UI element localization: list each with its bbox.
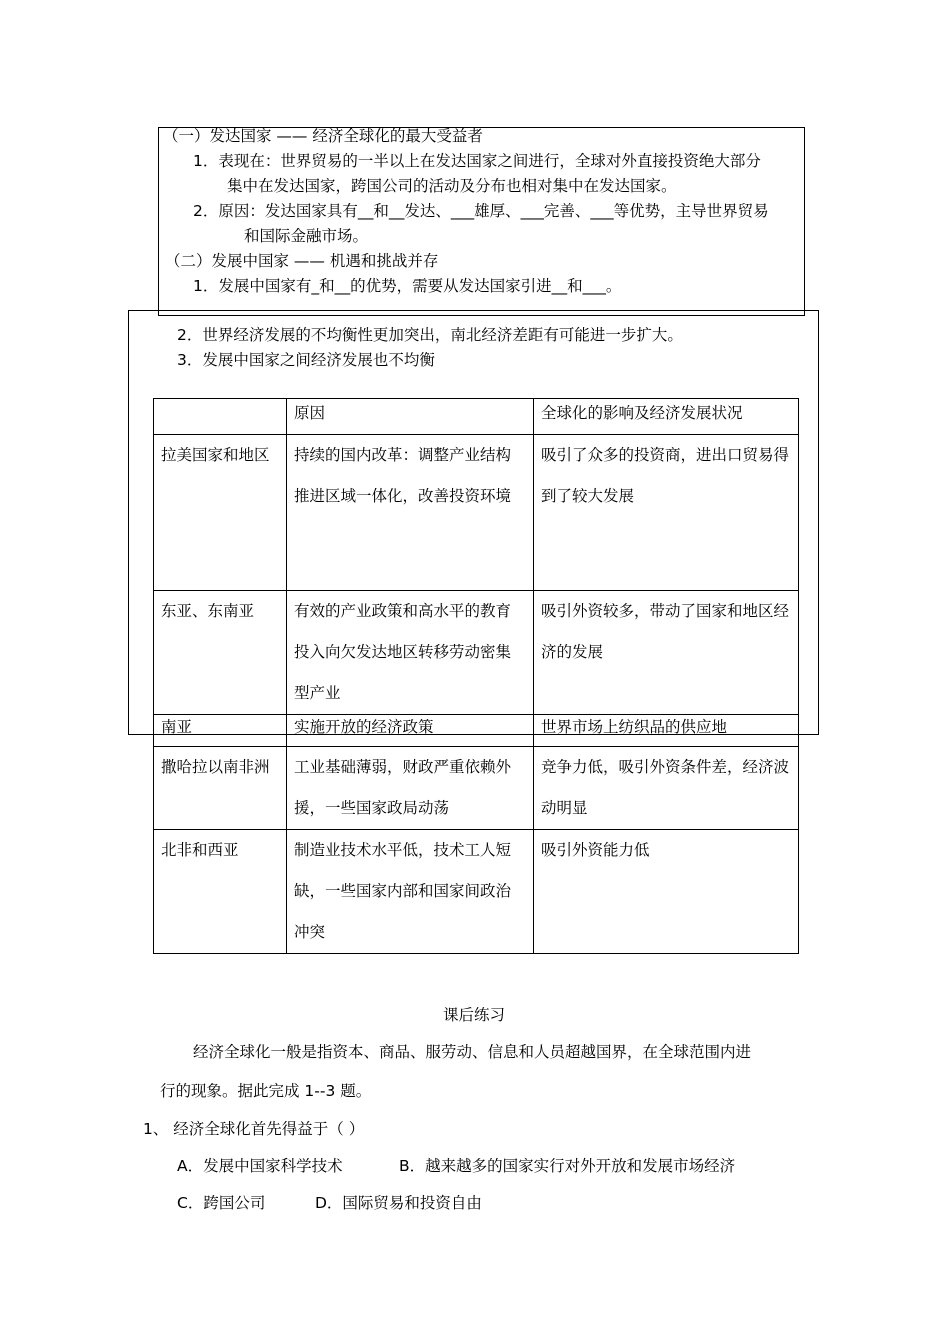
region-cell: 撒哈拉以南非洲: [154, 747, 287, 830]
developed-item1-line2: 集中在发达国家，跨国公司的活动及分布也相对集中在发达国家。: [227, 177, 677, 195]
reason-cell: [287, 435, 534, 591]
region-cell: 东亚、东南亚: [154, 591, 287, 715]
reason-cell: 制造业技术水平低，技术工人短缺，一些国家内部和国家间政治冲突: [287, 830, 534, 954]
impact-cell: 竞争力低，吸引外资条件差，经济波动明显: [534, 747, 799, 830]
developing-heading: （二）发展中国家 —— 机遇和挑战并存: [165, 252, 439, 270]
region-cell: 南亚: [154, 715, 287, 747]
developing-item2: 2．世界经济发展的不均衡性更加突出，南北经济差距有可能进一步扩大。: [177, 326, 683, 344]
table-row: [154, 591, 799, 715]
table-header-cell: [154, 399, 287, 435]
table-row: [154, 715, 799, 747]
table-header-cell: 原因: [287, 399, 534, 435]
reason-line: 推进区域一体化，改善投资环境: [294, 487, 512, 505]
impact-cell: 吸引外资较多，带动了国家和地区经济的发展: [534, 591, 799, 715]
exercise-intro-line2: 行的现象。据此完成 1--3 题。: [160, 1082, 372, 1100]
option-a: A．发展中国家科学技术: [177, 1157, 343, 1175]
table-header-row: [154, 399, 799, 435]
developing-item3: 3．发展中国家之间经济发展也不均衡: [177, 351, 435, 369]
region-cell: 拉美国家和地区: [154, 435, 287, 591]
question-1: 1、 经济全球化首先得益于（ ）: [143, 1120, 365, 1138]
option-b: B．越来越多的国家实行对外开放和发展市场经济: [399, 1157, 736, 1175]
option-d: D．国际贸易和投资自由: [315, 1194, 482, 1212]
reason-line: 持续的国内改革：调整产业结构: [294, 446, 512, 464]
regional-comparison-table: [153, 398, 799, 954]
exercise-intro-line1: 经济全球化一般是指资本、商品、服劳动、信息和人员超越国界，在全球范围内进: [193, 1043, 752, 1061]
table-row: [154, 435, 799, 591]
developed-item2-line2: 和国际金融市场。: [244, 227, 369, 245]
reason-cell: 有效的产业政策和高水平的教育投入向欠发达地区转移劳动密集型产业: [287, 591, 534, 715]
reason-cell: 工业基础薄弱，财政严重依赖外援，一些国家政局动荡: [287, 747, 534, 830]
table-row: [154, 830, 799, 954]
exercise-title: 课后练习: [443, 1006, 506, 1024]
developing-item1: 1．发展中国家有_和__的优势，需要从发达国家引进__和___。: [193, 277, 622, 295]
reason-cell: 实施开放的经济政策: [287, 715, 534, 747]
impact-cell: 世界市场上纺织品的供应地: [534, 715, 799, 747]
developed-item1-line1: 1．表现在：世界贸易的一半以上在发达国家之间进行，全球对外直接投资绝大部分: [193, 152, 761, 170]
table-row: [154, 747, 799, 830]
developed-heading: （一）发达国家 —— 经济全球化的最大受益者: [163, 127, 483, 145]
region-cell: 北非和西亚: [154, 830, 287, 954]
impact-cell: 吸引了众多的投资商，进出口贸易得到了较大发展: [534, 435, 799, 591]
option-c: C．跨国公司: [177, 1194, 266, 1212]
table-header-cell: 全球化的影响及经济发展状况: [534, 399, 799, 435]
impact-cell: 吸引外资能力低: [534, 830, 799, 954]
developed-item2-line1: 2．原因：发达国家具有__和__发达、___雄厚、___完善、___等优势，主导世界贸易: [193, 202, 769, 220]
